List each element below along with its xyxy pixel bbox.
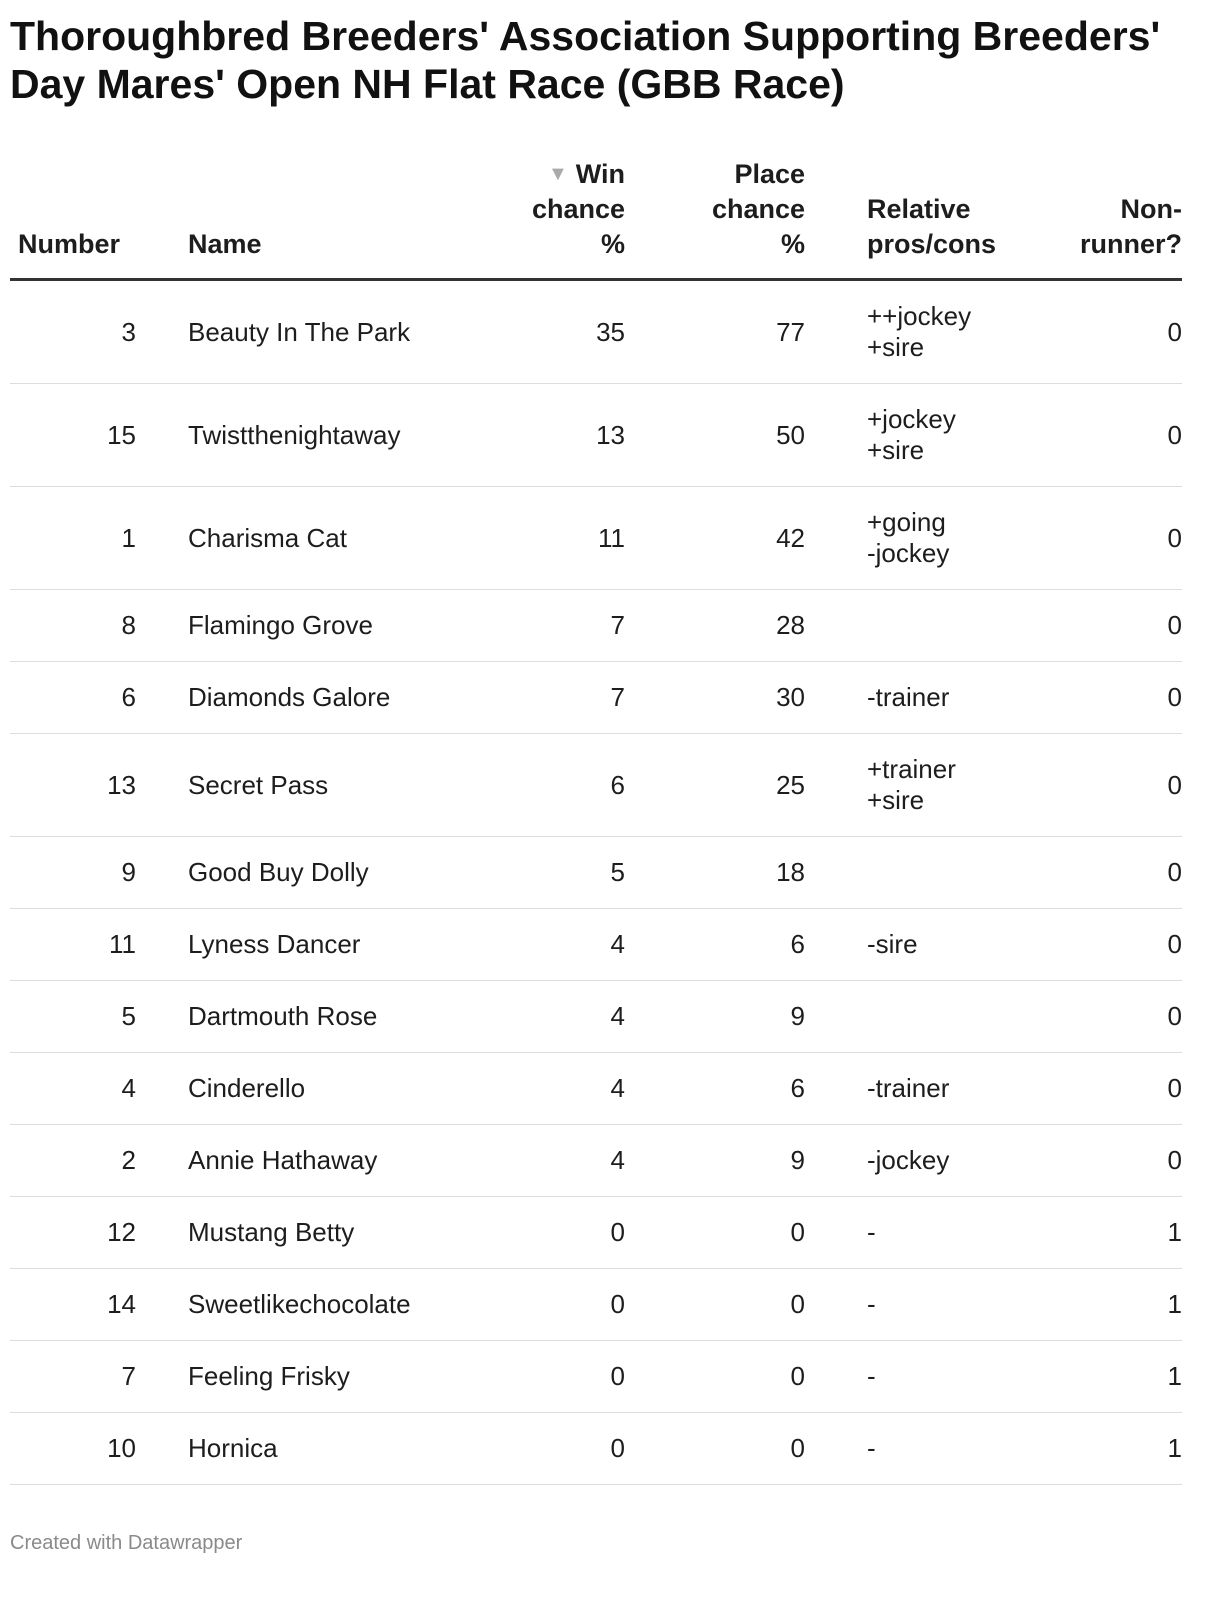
cell-relative-pros-cons: - bbox=[805, 1413, 1015, 1485]
cell-name: Feeling Frisky bbox=[160, 1341, 460, 1413]
table-row bbox=[10, 487, 1182, 590]
cell-non-runner: 0 bbox=[1015, 487, 1182, 590]
table-row bbox=[10, 909, 1182, 981]
cell-place-chance: 0 bbox=[625, 1197, 805, 1269]
cell-place-chance: 6 bbox=[625, 909, 805, 981]
cell-relative-pros-cons: - bbox=[805, 1197, 1015, 1269]
table-row bbox=[10, 280, 1182, 384]
cell-win-chance: 13 bbox=[460, 384, 625, 487]
cell-name: Cinderello bbox=[160, 1053, 460, 1125]
cell-number: 1 bbox=[10, 487, 160, 590]
cell-place-chance: 0 bbox=[625, 1269, 805, 1341]
table-row bbox=[10, 1125, 1182, 1197]
cell-name: Twistthenightaway bbox=[160, 384, 460, 487]
cell-place-chance: 6 bbox=[625, 1053, 805, 1125]
cell-number: 11 bbox=[10, 909, 160, 981]
table-row bbox=[10, 1269, 1182, 1341]
cell-place-chance: 28 bbox=[625, 590, 805, 662]
column-header-place-chance[interactable]: Place chance % bbox=[625, 157, 805, 280]
cell-win-chance: 4 bbox=[460, 909, 625, 981]
table-row bbox=[10, 1413, 1182, 1485]
cell-name: Annie Hathaway bbox=[160, 1125, 460, 1197]
cell-number: 4 bbox=[10, 1053, 160, 1125]
cell-win-chance: 7 bbox=[460, 662, 625, 734]
cell-relative-pros-cons bbox=[805, 981, 1015, 1053]
cell-name: Diamonds Galore bbox=[160, 662, 460, 734]
cell-place-chance: 25 bbox=[625, 734, 805, 837]
cell-name: Charisma Cat bbox=[160, 487, 460, 590]
cell-relative-pros-cons: -trainer bbox=[805, 1053, 1015, 1125]
table-row bbox=[10, 981, 1182, 1053]
cell-name: Flamingo Grove bbox=[160, 590, 460, 662]
cell-place-chance: 9 bbox=[625, 1125, 805, 1197]
sort-descending-icon: ▼ bbox=[547, 163, 568, 185]
cell-relative-pros-cons bbox=[805, 590, 1015, 662]
cell-non-runner: 0 bbox=[1015, 1125, 1182, 1197]
cell-non-runner: 0 bbox=[1015, 734, 1182, 837]
cell-relative-pros-cons: -trainer bbox=[805, 662, 1015, 734]
cell-name: Beauty In The Park bbox=[160, 280, 460, 384]
cell-non-runner: 0 bbox=[1015, 280, 1182, 384]
cell-relative-pros-cons: - bbox=[805, 1341, 1015, 1413]
table-row bbox=[10, 590, 1182, 662]
cell-place-chance: 50 bbox=[625, 384, 805, 487]
cell-win-chance: 0 bbox=[460, 1197, 625, 1269]
cell-relative-pros-cons bbox=[805, 837, 1015, 909]
cell-place-chance: 9 bbox=[625, 981, 805, 1053]
cell-number: 14 bbox=[10, 1269, 160, 1341]
cell-name: Good Buy Dolly bbox=[160, 837, 460, 909]
cell-place-chance: 77 bbox=[625, 280, 805, 384]
cell-win-chance: 4 bbox=[460, 981, 625, 1053]
cell-win-chance: 7 bbox=[460, 590, 625, 662]
cell-non-runner: 0 bbox=[1015, 909, 1182, 981]
cell-relative-pros-cons: +jockey +sire bbox=[805, 384, 1015, 487]
cell-win-chance: 0 bbox=[460, 1341, 625, 1413]
cell-non-runner: 0 bbox=[1015, 662, 1182, 734]
cell-number: 7 bbox=[10, 1341, 160, 1413]
cell-win-chance: 6 bbox=[460, 734, 625, 837]
table-row bbox=[10, 1341, 1182, 1413]
cell-non-runner: 1 bbox=[1015, 1413, 1182, 1485]
cell-relative-pros-cons: -jockey bbox=[805, 1125, 1015, 1197]
cell-non-runner: 0 bbox=[1015, 590, 1182, 662]
cell-name: Secret Pass bbox=[160, 734, 460, 837]
cell-name: Mustang Betty bbox=[160, 1197, 460, 1269]
cell-win-chance: 11 bbox=[460, 487, 625, 590]
datawrapper-credit: Created with Datawrapper bbox=[10, 1532, 243, 1554]
cell-number: 10 bbox=[10, 1413, 160, 1485]
cell-win-chance: 4 bbox=[460, 1053, 625, 1125]
cell-relative-pros-cons: ++jockey +sire bbox=[805, 280, 1015, 384]
cell-number: 12 bbox=[10, 1197, 160, 1269]
column-header-relative-pros-cons[interactable]: Relative pros/cons bbox=[805, 157, 1015, 280]
cell-win-chance: 5 bbox=[460, 837, 625, 909]
cell-number: 5 bbox=[10, 981, 160, 1053]
cell-name: Dartmouth Rose bbox=[160, 981, 460, 1053]
cell-place-chance: 42 bbox=[625, 487, 805, 590]
cell-relative-pros-cons: -sire bbox=[805, 909, 1015, 981]
chart-title: Thoroughbred Breeders' Association Supporting Breeders' Day Mares' Open NH Flat Race (GBB Race) bbox=[10, 13, 1161, 107]
cell-non-runner: 1 bbox=[1015, 1197, 1182, 1269]
cell-non-runner: 0 bbox=[1015, 384, 1182, 487]
cell-place-chance: 30 bbox=[625, 662, 805, 734]
table-body bbox=[10, 280, 1182, 1485]
column-header-win-chance[interactable]: ▼ Win chance % bbox=[460, 157, 625, 280]
table-row bbox=[10, 734, 1182, 837]
column-header-number[interactable]: Number bbox=[10, 157, 160, 280]
table-row bbox=[10, 1197, 1182, 1269]
cell-name: Sweetlikechocolate bbox=[160, 1269, 460, 1341]
cell-non-runner: 1 bbox=[1015, 1341, 1182, 1413]
cell-relative-pros-cons: +trainer +sire bbox=[805, 734, 1015, 837]
cell-number: 8 bbox=[10, 590, 160, 662]
cell-number: 6 bbox=[10, 662, 160, 734]
cell-non-runner: 0 bbox=[1015, 1053, 1182, 1125]
cell-non-runner: 0 bbox=[1015, 981, 1182, 1053]
table-row bbox=[10, 662, 1182, 734]
cell-non-runner: 0 bbox=[1015, 837, 1182, 909]
cell-non-runner: 1 bbox=[1015, 1269, 1182, 1341]
cell-number: 15 bbox=[10, 384, 160, 487]
table-header bbox=[10, 157, 1182, 280]
cell-name: Hornica bbox=[160, 1413, 460, 1485]
cell-win-chance: 0 bbox=[460, 1413, 625, 1485]
table-row bbox=[10, 384, 1182, 487]
cell-win-chance: 4 bbox=[460, 1125, 625, 1197]
cell-relative-pros-cons: +going -jockey bbox=[805, 487, 1015, 590]
table-row bbox=[10, 837, 1182, 909]
table-row bbox=[10, 1053, 1182, 1125]
cell-relative-pros-cons: - bbox=[805, 1269, 1015, 1341]
cell-number: 13 bbox=[10, 734, 160, 837]
cell-number: 2 bbox=[10, 1125, 160, 1197]
cell-place-chance: 18 bbox=[625, 837, 805, 909]
cell-win-chance: 0 bbox=[460, 1269, 625, 1341]
cell-number: 3 bbox=[10, 280, 160, 384]
column-header-non-runner[interactable]: Non- runner? bbox=[1015, 157, 1182, 280]
cell-place-chance: 0 bbox=[625, 1341, 805, 1413]
race-table bbox=[10, 157, 1182, 1485]
cell-place-chance: 0 bbox=[625, 1413, 805, 1485]
cell-number: 9 bbox=[10, 837, 160, 909]
column-header-name[interactable]: Name bbox=[160, 157, 460, 280]
cell-name: Lyness Dancer bbox=[160, 909, 460, 981]
cell-win-chance: 35 bbox=[460, 280, 625, 384]
